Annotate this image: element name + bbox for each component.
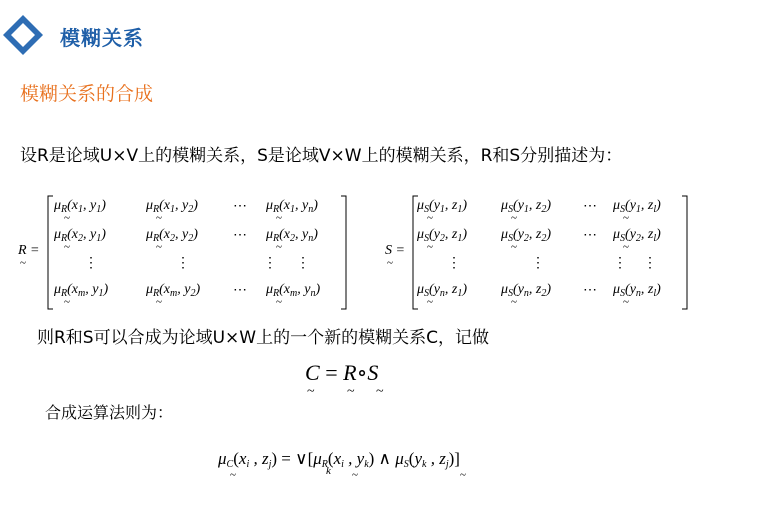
matrix-s-cell: ⋯: [583, 228, 597, 243]
matrix-r-cell: $\mu_R(x_1$, $y_1$): [54, 198, 106, 215]
matrix-s-cell: $\mu_S(y_n$, $z_l$): [613, 282, 661, 299]
matrix-r-cell: $\mu_R(x_m$, $y_n$): [266, 282, 321, 299]
matrix-s-cell: ⋯: [583, 199, 597, 214]
matrix-r-cell: ⋯: [233, 283, 247, 298]
matrix-r-cell: $\mu_R(x_2$, $y_2$): [146, 227, 198, 244]
matrix-r-label: R =: [18, 243, 40, 258]
matrix-s-cell: ⋯: [583, 283, 597, 298]
composition-formula: C = R∘S ~ ~ ~: [305, 360, 384, 399]
matrix-r-cell: ⋯: [233, 228, 247, 243]
matrix-r-cell: ⋮: [84, 256, 98, 271]
matrix-s-cell: $\mu_S(y_n$, $z_2$): [501, 282, 552, 299]
matrix-r-right-bracket: [340, 195, 348, 310]
rule-text: 合成运算法则为：: [45, 403, 174, 422]
matrix-s-cell: $\mu_S(y_1$, $z_1$): [417, 198, 468, 215]
matrix-r-cell: ⋮: [176, 256, 190, 271]
matrix-r-left-bracket: [46, 195, 54, 310]
matrix-s-cell: ⋮: [643, 256, 657, 271]
rule-formula: μC(xi , zj) = ∨[μR(xi , yk) ∧ μS(yk , zj)] ~ k ~ ~: [218, 449, 466, 481]
matrix-s-cell: ⋮: [613, 256, 627, 271]
matrix-s-cell: ⋮: [447, 256, 461, 271]
matrix-s-right-bracket: [681, 195, 689, 310]
matrix-r-cell: $\mu_R(x_1$, $y_2$): [146, 198, 198, 215]
matrix-r-cell: $\mu_R(x_2$, $y_1$): [54, 227, 106, 244]
intro-text: 设R是论域U×V上的模糊关系，S是论域V×W上的模糊关系，R和S分别描述为：: [20, 146, 623, 166]
matrix-s-cell: $\mu_S(y_1$, $z_2$): [501, 198, 552, 215]
matrix-r-cell: ⋯: [233, 199, 247, 214]
matrix-r-cell: $\mu_R(x_1$, $y_n$): [266, 198, 318, 215]
matrix-r: R = ~ ~ $\mu_R(x_1$, $y_1$) ~ $\mu_R(x_1$, $y_2$) ⋯ ~ $\mu_R(x_1$, $y_n$) ~ $\mu_R(x_2$, $y_1$) ~ $\mu_R(x_2$, $y_2$) ⋯ ~ $\mu_R(x_2$, $y_n$) ⋮ ⋮ ⋮ ⋮ ~ $\mu_R(x_m$, $y_1$) ~ $\mu_R(x_m$, $y_2$) ⋯ ~ $\mu_R(x_m$, $y_n$): [18, 195, 358, 310]
matrix-s-label: S =: [385, 243, 405, 258]
matrix-r-cell: ⋮: [263, 256, 277, 271]
diamond-icon: [2, 14, 44, 56]
header-title: 模糊关系: [60, 26, 144, 50]
composition-text: 则R和S可以合成为论域U×W上的一个新的模糊关系C，记做: [37, 328, 489, 348]
matrix-r-cell: $\mu_R(x_m$, $y_1$): [54, 282, 109, 299]
matrix-r-cell: ⋮: [296, 256, 310, 271]
matrix-s: S = ~ ~ $\mu_S(y_1$, $z_1$) ~ $\mu_S(y_1$, $z_2$) ⋯ ~ $\mu_S(y_1$, $z_l$) ~ $\mu_S(y_2$, $z_1$) ~ $\mu_S(y_2$, $z_2$) ⋯ ~ $\mu_S(y_2$, $z_l$) ⋮ ⋮ ⋮ ⋮ ~ $\mu_S(y_n$, $z_1$) ~ $\mu_S(y_n$, $z_2$) ⋯ ~ $\mu_S(y_n$, $z_l$): [385, 195, 695, 310]
matrix-s-cell: $\mu_S(y_2$, $z_1$): [417, 227, 468, 244]
matrix-r-cell: $\mu_R(x_2$, $y_n$): [266, 227, 318, 244]
section-title: 模糊关系的合成: [20, 83, 154, 105]
matrix-s-cell: ⋮: [531, 256, 545, 271]
matrix-r-cell: $\mu_R(x_m$, $y_2$): [146, 282, 201, 299]
matrix-s-cell: $\mu_S(y_n$, $z_1$): [417, 282, 468, 299]
matrix-s-cell: $\mu_S(y_2$, $z_2$): [501, 227, 552, 244]
matrix-s-cell: $\mu_S(y_1$, $z_l$): [613, 198, 661, 215]
matrix-s-cell: $\mu_S(y_2$, $z_l$): [613, 227, 661, 244]
